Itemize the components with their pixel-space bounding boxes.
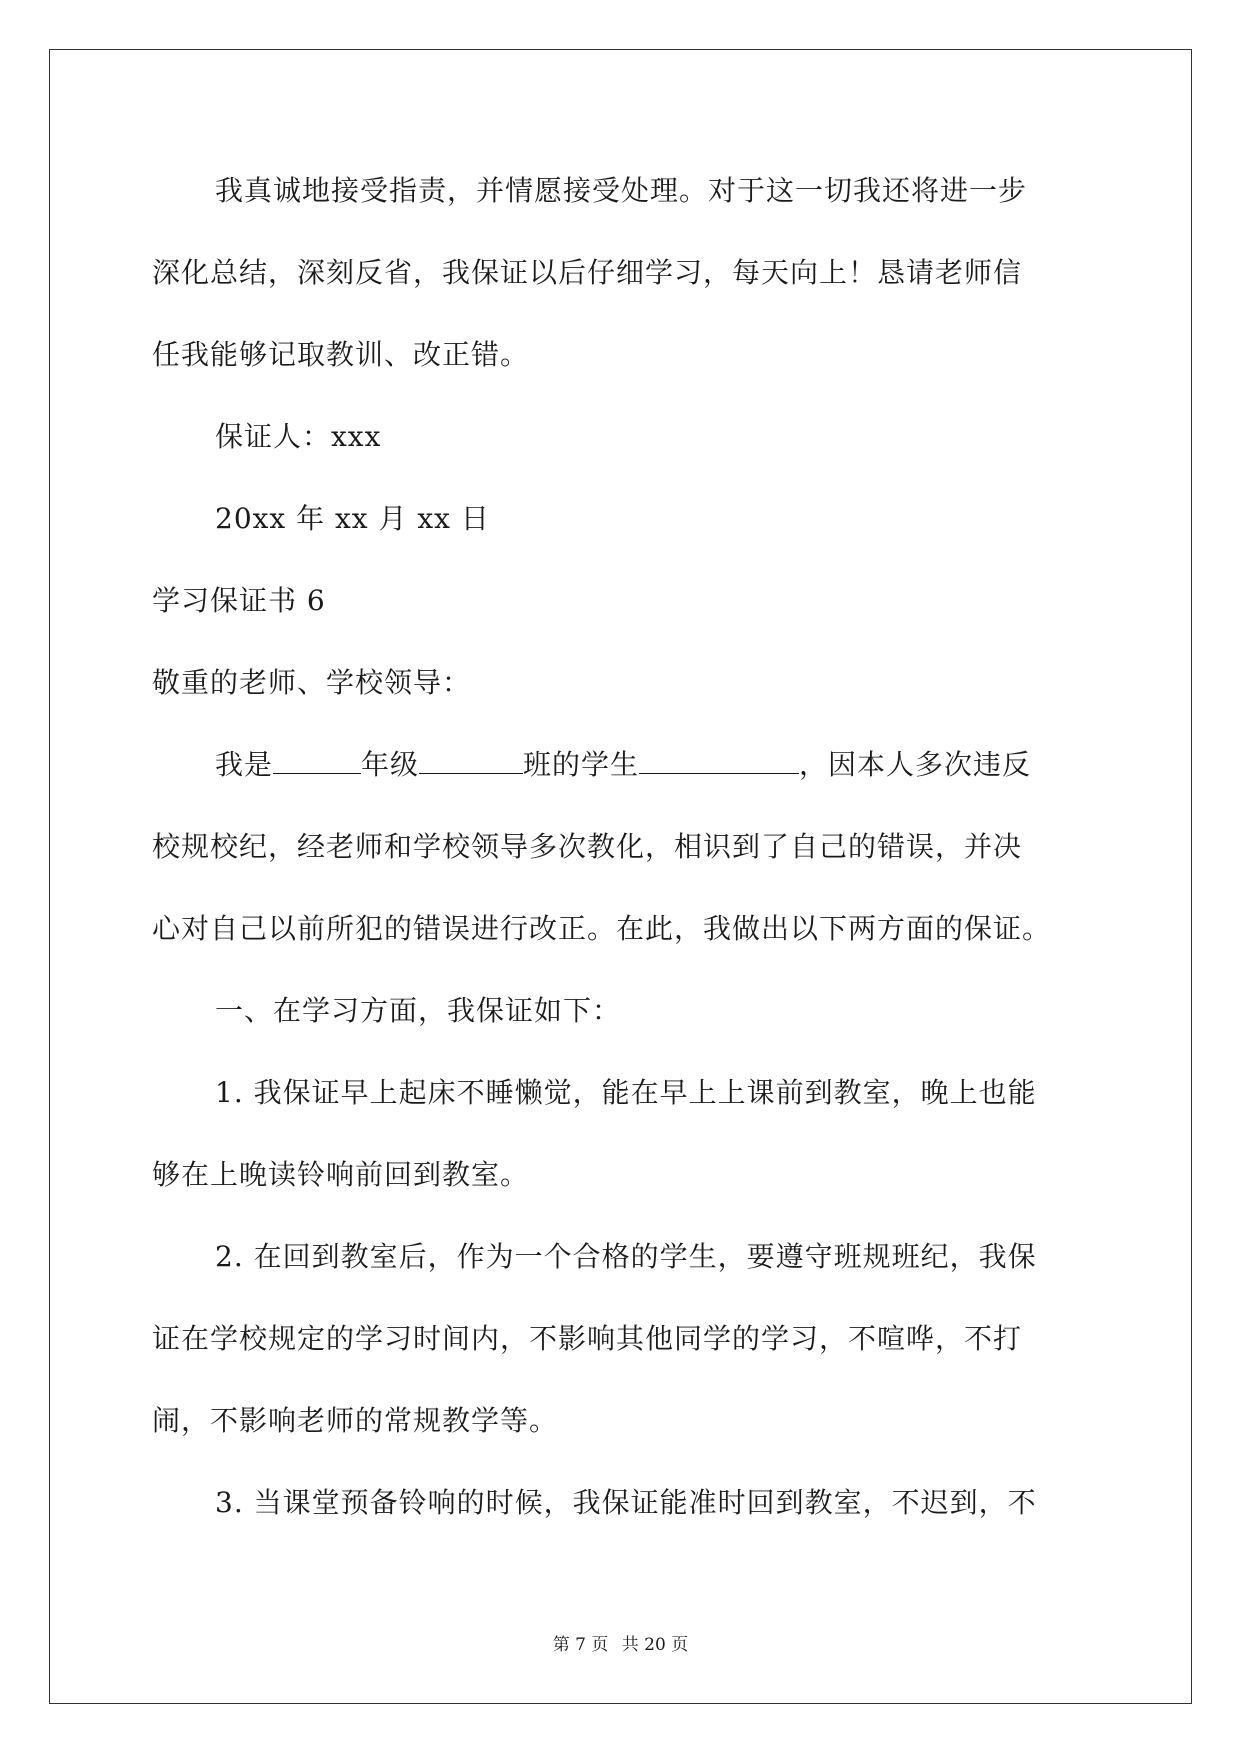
paragraph-line: 校规校纪，经老师和学校领导多次教化，相识到了自己的错误，并决 bbox=[152, 830, 1023, 863]
list-item-line: 3. 当课堂预备铃响的时候，我保证能准时回到教室，不迟到，不 bbox=[215, 1486, 1037, 1519]
page-border bbox=[49, 49, 1192, 1704]
student-name-blank bbox=[639, 745, 799, 774]
signatory-line: 保证人：xxx bbox=[215, 420, 382, 453]
date-line: 20xx 年 xx 月 xx 日 bbox=[215, 502, 490, 535]
paragraph-line: 任我能够记取教训、改正错。 bbox=[152, 338, 530, 371]
list-item-line: 闹，不影响老师的常规教学等。 bbox=[152, 1404, 559, 1437]
fill-text: 班的学生 bbox=[523, 748, 640, 781]
class-blank bbox=[419, 745, 523, 774]
paragraph-line: 深化总结，深刻反省，我保证以后仔细学习，每天向上！恳请老师信 bbox=[152, 256, 1023, 289]
list-item-line: 证在学校规定的学习时间内，不影响其他同学的学习，不喧哗，不打 bbox=[152, 1322, 1023, 1355]
salutation: 敬重的老师、学校领导： bbox=[152, 666, 472, 699]
fill-text: 我是 bbox=[215, 748, 274, 781]
list-item-line: 1. 我保证早上起床不睡懒觉，能在早上上课前到教室，晚上也能 bbox=[215, 1076, 1037, 1109]
list-item-line: 2. 在回到教室后，作为一个合格的学生，要遵守班规班纪，我保 bbox=[215, 1240, 1037, 1273]
paragraph-line: 我真诚地接受指责，并情愿接受处理。对于这一切我还将进一步 bbox=[215, 174, 1028, 207]
fill-text: 年级 bbox=[361, 748, 420, 781]
list-item-line: 够在上晚读铃响前回到教室。 bbox=[152, 1158, 530, 1191]
subsection-heading: 一、在学习方面，我保证如下： bbox=[215, 994, 622, 1027]
fill-in-line bbox=[215, 745, 1031, 785]
grade-blank bbox=[273, 745, 361, 774]
page-total: 共 20 页 bbox=[621, 1635, 689, 1655]
page-number: 第 7 页 bbox=[552, 1635, 609, 1655]
fill-text: ，因本人多次违反 bbox=[799, 748, 1032, 781]
page-footer bbox=[0, 1630, 1241, 1655]
paragraph-line: 心对自己以前所犯的错误进行改正。在此，我做出以下两方面的保证。 bbox=[152, 912, 1052, 945]
section-title: 学习保证书 6 bbox=[152, 584, 326, 617]
